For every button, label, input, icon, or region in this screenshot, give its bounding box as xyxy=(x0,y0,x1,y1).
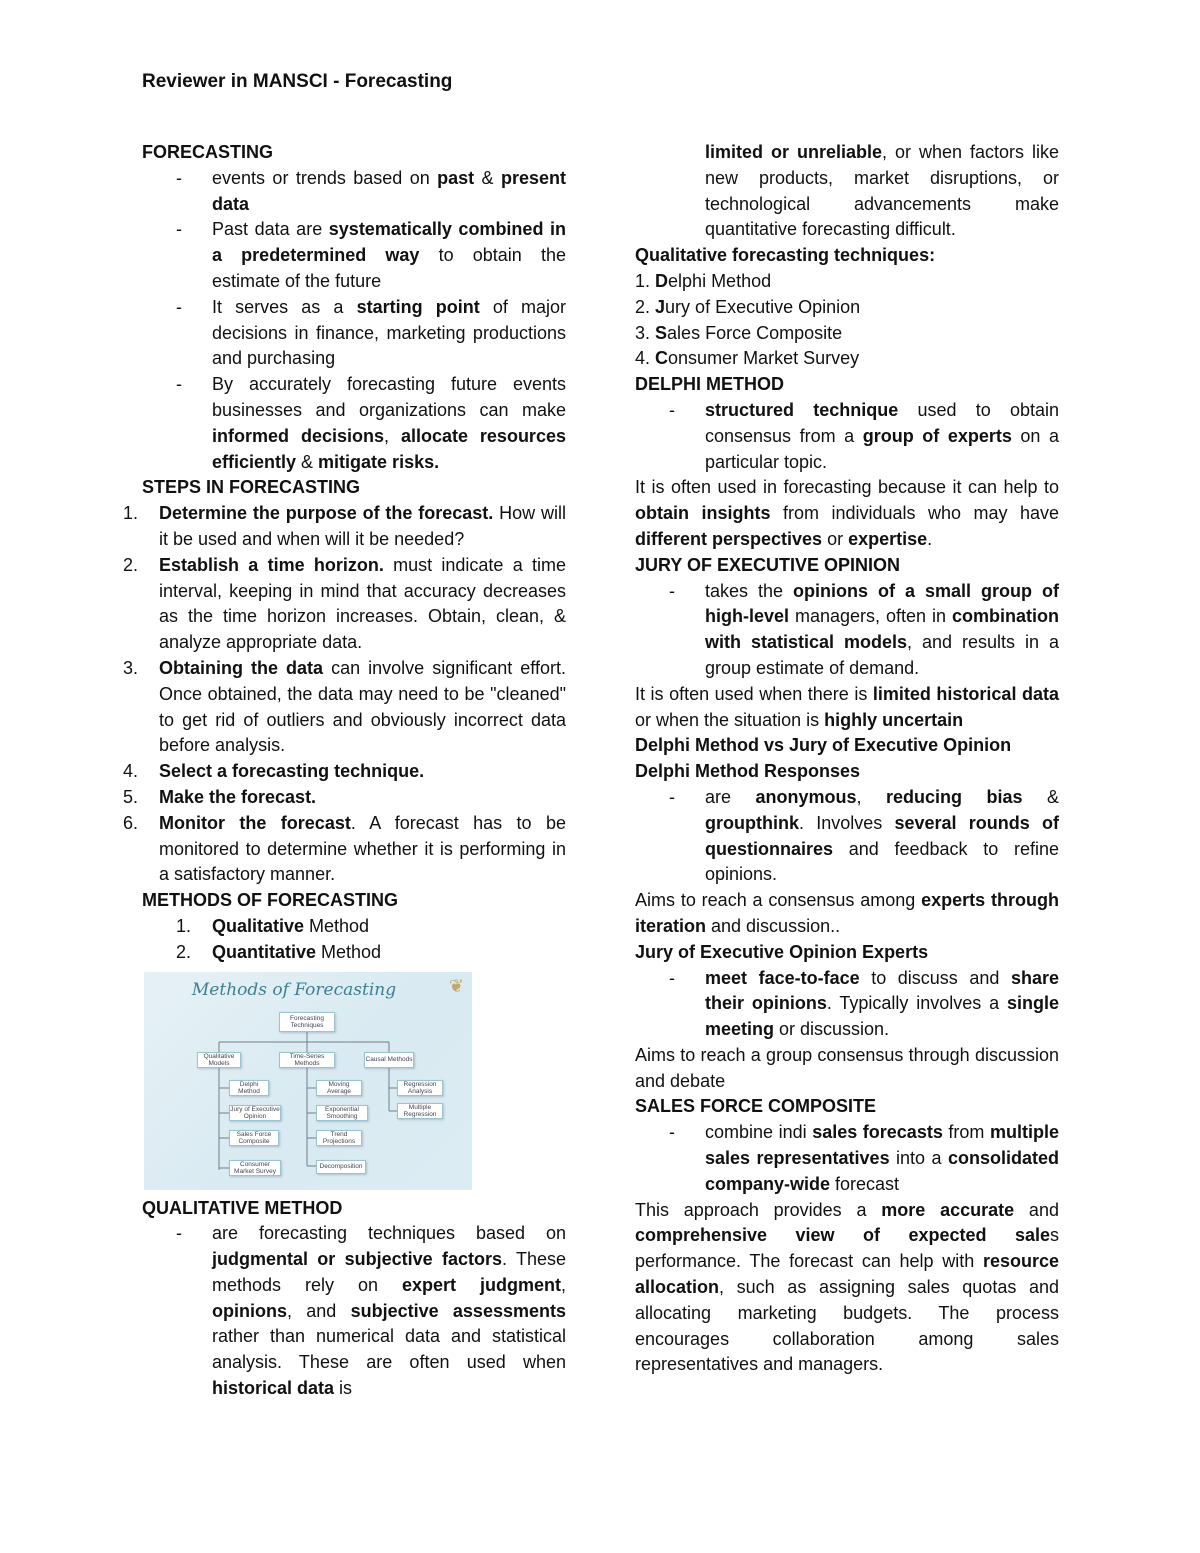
methods-list xyxy=(142,914,566,966)
qualitative-method-heading: QUALITATIVE METHOD xyxy=(142,1197,343,1218)
step-number: 5. xyxy=(123,786,139,807)
diagram-leaf-box: Moving Average xyxy=(316,1080,362,1096)
step-item xyxy=(123,811,567,888)
delphi-responses-bullet: - are anonymous, reducing bias & groupthink. Involves several rounds of questionnaires and feedback to refine opinions. xyxy=(635,785,1059,888)
technique-item xyxy=(635,269,1059,295)
method-item xyxy=(176,940,566,966)
jury-paragraph: It is often used when there is limited historical data or when the situation is highly uncertain xyxy=(635,683,1059,730)
jury-heading: JURY OF EXECUTIVE OPINION xyxy=(635,554,901,575)
technique-rest: onsumer Market Survey xyxy=(668,348,860,369)
step-item xyxy=(123,553,566,656)
leaf-icon: ❦ xyxy=(448,975,464,996)
left-column xyxy=(123,140,567,1402)
sales-force-bullet: - combine indi sales forecasts from multiple sales representatives into a consolidated company-wide forecast xyxy=(635,1120,1059,1197)
jury-experts-bullets xyxy=(635,966,1059,1043)
method-item xyxy=(176,914,566,940)
step-text: Establish a time horizon. must indicate a time interval, keeping in mind that accuracy decreases as the time horizon increases. Obtain, clean, & analyze appropriate data. xyxy=(159,554,566,653)
technique-rest: elphi Method xyxy=(668,270,772,291)
diagram-root: Forecasting Techniques xyxy=(279,1012,335,1032)
technique-initial: J xyxy=(655,296,666,317)
jury-experts-heading: Jury of Executive Opinion Experts xyxy=(635,941,929,962)
method-suffix: Method xyxy=(304,915,370,936)
step-item xyxy=(123,759,566,785)
diagram-leaf-box: Delphi Method xyxy=(229,1080,269,1096)
forecasting-heading: FORECASTING xyxy=(142,142,274,162)
qualitative-method-bullet-continued xyxy=(635,140,1059,243)
jury-bullet: - takes the opinions of a small group of high-level managers, often in combination with statistical models, and results in a group estimate of demand. xyxy=(635,579,1059,682)
techniques-heading: Qualitative forecasting techniques: xyxy=(635,245,936,266)
delphi-responses-paragraph: Aims to reach a consensus among experts through iteration and discussion.. xyxy=(635,890,1059,936)
technique-item xyxy=(635,295,1059,321)
step-number: 4. xyxy=(123,761,139,782)
diagram-leaf-box: Exponential Smoothing xyxy=(316,1105,368,1121)
diagram-leaf-box: Regression Analysis xyxy=(397,1080,443,1096)
technique-rest: ury of Executive Opinion xyxy=(665,296,861,317)
step-item xyxy=(123,656,566,759)
technique-number: 4. xyxy=(635,348,651,369)
delphi-heading: DELPHI METHOD xyxy=(635,374,785,395)
step-item xyxy=(123,501,566,553)
step-text: Select a forecasting technique. xyxy=(159,761,425,782)
diagram-title: Methods of Forecasting xyxy=(191,979,397,1000)
sales-force-heading: SALES FORCE COMPOSITE xyxy=(635,1096,877,1117)
qualitative-method-bullets xyxy=(142,1221,566,1402)
forecasting-bullets xyxy=(142,166,566,476)
technique-initial: C xyxy=(655,348,669,369)
technique-number: 1. xyxy=(635,270,651,291)
step-number: 1. xyxy=(123,503,139,524)
jury-experts-bullet: - meet face-to-face to discuss and share their opinions. Typically involves a single meeting or discussion. xyxy=(635,966,1059,1043)
technique-initial: S xyxy=(655,322,668,343)
forecasting-bullet: - Past data are systematically combined in a predetermined way to obtain the estimate of the future xyxy=(142,217,566,294)
diagram-category: Qualitative Models xyxy=(197,1052,241,1068)
sales-force-paragraph: This approach provides a more accurate and comprehensive view of expected sales performance. The forecast can help with resource allocation, such as assigning sales quotas and allocating marketing budgets. The process encourages collaboration among sales representatives and managers. xyxy=(635,1199,1059,1375)
steps-list xyxy=(123,501,567,888)
method-number: 2. xyxy=(176,941,192,962)
methods-heading: METHODS OF FORECASTING xyxy=(142,890,398,911)
technique-item xyxy=(635,321,1059,347)
techniques-list xyxy=(635,269,1059,372)
method-suffix: Method xyxy=(316,941,382,962)
diagram-leaf-box: Sales Force Composite xyxy=(229,1130,279,1146)
diagram-leaf-box: Jury of Executive Opinion xyxy=(230,1105,280,1120)
diagram-leaf-box: Multiple Regression xyxy=(397,1103,443,1119)
step-text: Obtaining the data can involve significant effort. Once obtained, the data may need to be "cleaned" to get rid of outliers and obviously incorrect data before analysis. xyxy=(159,657,566,756)
forecasting-bullet: - By accurately forecasting future events businesses and organizations can make informed decisions, allocate resources efficiently & mitigate risks. xyxy=(142,372,566,475)
qualitative-method-bullet-part1: - are forecasting techniques based on judgmental or subjective factors. These methods rely on expert judgment, opinions, and subjective assessments rather than numerical data and statistical analysis. These are often used when historical data is xyxy=(142,1221,566,1402)
step-number: 2. xyxy=(123,554,139,575)
right-column xyxy=(635,140,1059,1378)
method-name: Qualitative xyxy=(212,915,305,936)
delphi-paragraph: It is often used in forecasting because it can help to obtain insights from individuals who may have different perspectives or expertise. xyxy=(635,477,1059,549)
method-name: Quantitative xyxy=(212,941,317,962)
technique-item xyxy=(635,346,1059,372)
qualitative-method-bullet-part2: limited or unreliable, or when factors like new products, market disruptions, or technological advancements make quantitative forecasting difficult. xyxy=(705,142,1059,240)
step-item xyxy=(123,785,566,811)
diagram-leaf-box: Consumer Market Survey xyxy=(229,1160,281,1176)
diagram-category: Causal Methods xyxy=(364,1052,414,1068)
diagram-leaf-box: Decomposition xyxy=(316,1160,366,1174)
forecasting-bullet: - events or trends based on past & present data xyxy=(142,166,566,218)
step-text: Determine the purpose of the forecast. How will it be used and when will it be needed? xyxy=(159,503,566,549)
step-number: 6. xyxy=(123,812,139,833)
step-text: Make the forecast. xyxy=(159,786,317,807)
diagram-category: Time-Series Methods xyxy=(279,1052,335,1068)
step-number: 3. xyxy=(123,657,139,678)
sales-force-bullets xyxy=(635,1120,1059,1197)
step-text: Monitor the forecast. A forecast has to be monitored to determine whether it is performing in a satisfactory manner. xyxy=(159,812,567,885)
jury-bullets xyxy=(635,579,1059,682)
steps-heading: STEPS IN FORECASTING xyxy=(142,477,361,498)
diagram-leaf-box: Trend Projections xyxy=(316,1130,362,1146)
delphi-responses-bullets xyxy=(635,785,1059,888)
technique-initial: D xyxy=(655,270,669,291)
delphi-responses-heading: Delphi Method Responses xyxy=(635,761,861,782)
technique-rest: ales Force Composite xyxy=(667,322,843,343)
delphi-bullets xyxy=(635,398,1059,475)
jury-experts-paragraph: Aims to reach a group consensus through discussion and debate xyxy=(635,1044,1059,1091)
delphi-bullet: - structured technique used to obtain consensus from a group of experts on a particular topic. xyxy=(635,398,1059,475)
page-title: Reviewer in MANSCI - Forecasting xyxy=(142,71,453,92)
method-number: 1. xyxy=(176,915,192,936)
comparison-heading: Delphi Method vs Jury of Executive Opinion xyxy=(635,735,1012,756)
methods-diagram-image xyxy=(144,972,472,1190)
technique-number: 3. xyxy=(635,322,651,343)
technique-number: 2. xyxy=(635,296,651,317)
forecasting-bullet: - It serves as a starting point of major decisions in finance, marketing productions and purchasing xyxy=(142,295,566,372)
